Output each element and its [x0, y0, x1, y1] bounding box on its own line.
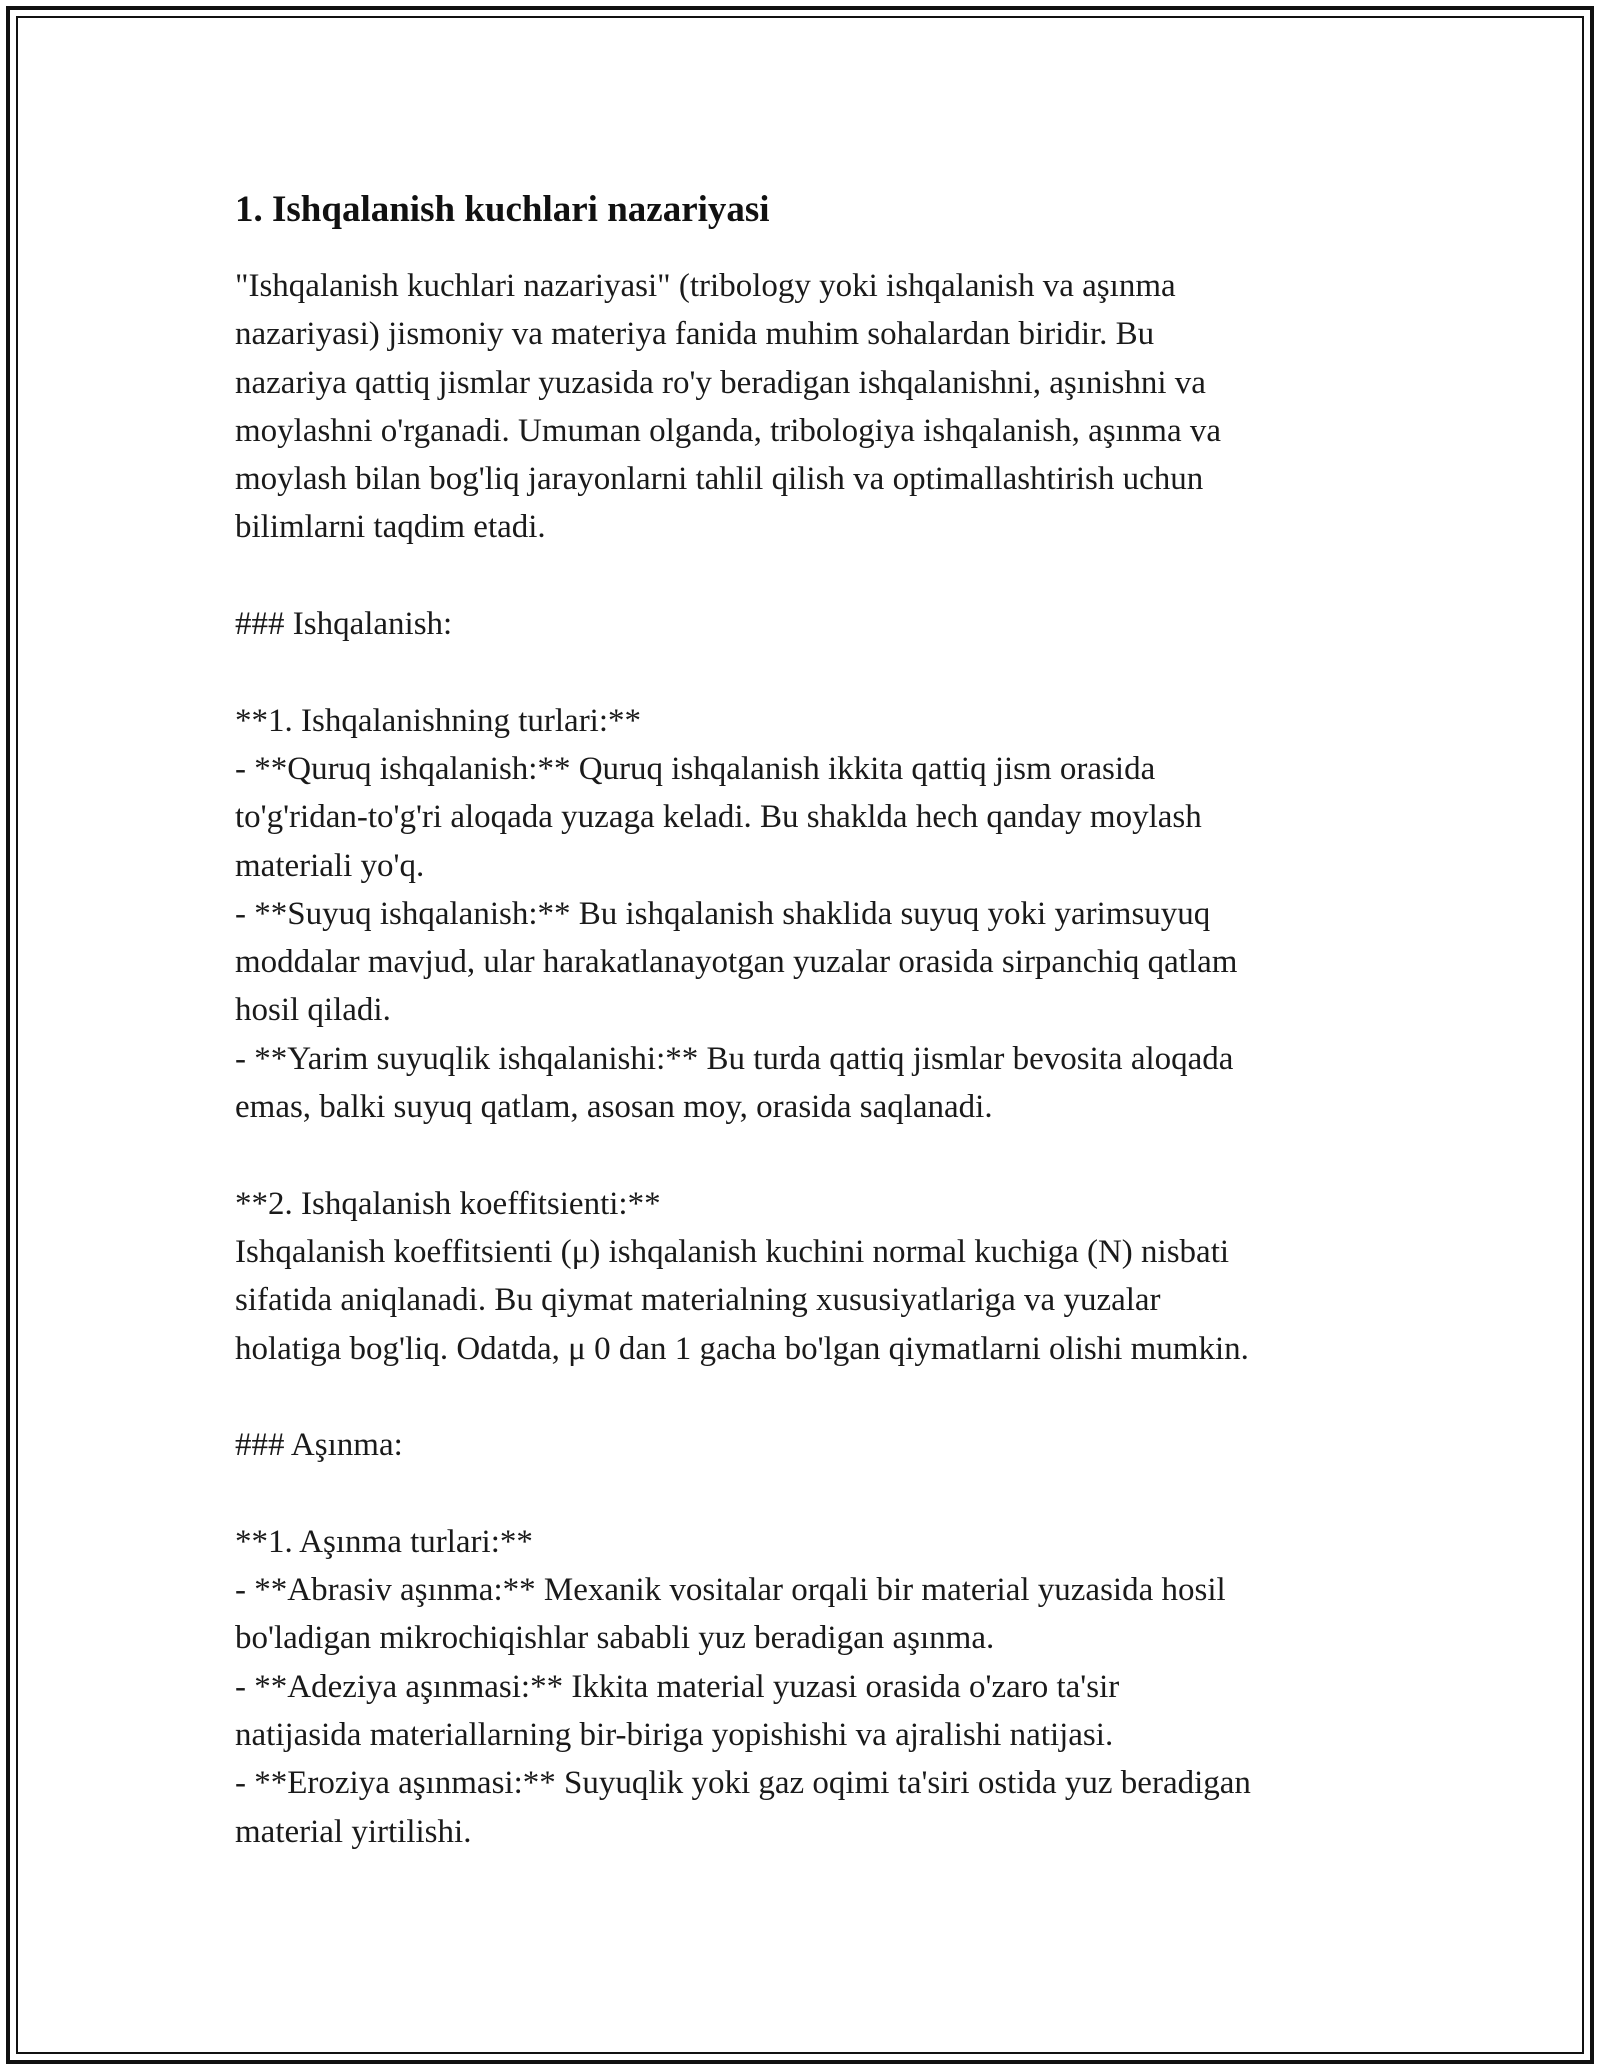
text-line: natijasida materiallarning bir-biriga yopishishi va ajralishi natijasi. — [235, 1716, 1114, 1753]
list-item: - **Yarim suyuqlik ishqalanishi:** Bu turda qattiq jismlar bevosita aloqada — [235, 1040, 1234, 1077]
blank-line — [235, 552, 1365, 600]
blank-line — [235, 648, 1365, 696]
document-body — [235, 186, 1365, 1856]
text-line: to'g'ridan-to'g'ri aloqada yuzaga keladi. Bu shaklda hech qanday moylash — [235, 799, 1202, 836]
text-line: materiali yo'q. — [235, 847, 425, 884]
text-line: bo'ladigan mikrochiqishlar sababli yuz beradigan aşınma. — [235, 1620, 995, 1657]
list-item: - **Eroziya aşınmasi:** Suyuqlik yoki gaz oqimi ta'siri ostida yuz beradigan — [235, 1765, 1251, 1802]
text-line: Ishqalanish koeffitsienti (μ) ishqalanish kuchini normal kuchiga (N) nisbati — [235, 1233, 1230, 1270]
text-line: nazariya qattiq jismlar yuzasida ro'y beradigan ishqalanishni, aşınishni va — [235, 364, 1206, 401]
text-line: "Ishqalanish kuchlari nazariyasi" (tribology yoki ishqalanish va aşınma — [235, 268, 1176, 304]
text-line: moylash bilan bog'liq jarayonlarni tahlil qilish va optimallashtirish uchun — [235, 461, 1204, 498]
text-line: holatiga bog'liq. Odatda, μ 0 dan 1 gacha bo'lgan qiymatlarni olishi mumkin. — [235, 1330, 1249, 1367]
text-line: nazariyasi) jismoniy va materiya fanida muhim sohalardan biridir. Bu — [235, 316, 1155, 353]
text-line: material yirtilishi. — [235, 1813, 472, 1850]
text-line: bilimlarni taqdim etadi. — [235, 509, 546, 546]
text-line: emas, balki suyuq qatlam, asosan moy, orasida saqlanadi. — [235, 1089, 993, 1126]
text-line: moddalar mavjud, ular harakatlanayotgan yuzalar orasida sirpanchiq qatlam — [235, 944, 1238, 981]
section-heading: ### Ishqalanish: — [235, 606, 453, 643]
text-line: hosil qiladi. — [235, 992, 391, 1029]
list-item: - **Abrasiv aşınma:** Mexanik vositalar orqali bir material yuzasida hosil — [235, 1572, 1226, 1609]
subsection-heading: **1. Aşınma turlari:** — [235, 1523, 533, 1560]
text-line: moylashni o'rganadi. Umuman olganda, tribologiya ishqalanish, aşınma va — [235, 412, 1221, 449]
blank-line — [235, 1469, 1365, 1517]
list-item: - **Quruq ishqalanish:** Quruq ishqalanish ikkita qattiq jism orasida — [235, 750, 1156, 787]
blank-line — [235, 1131, 1365, 1179]
page-title: 1. Ishqalanish kuchlari nazariyasi — [235, 189, 770, 230]
subsection-heading: **2. Ishqalanish koeffitsienti:** — [235, 1185, 661, 1222]
section-heading: ### Aşınma: — [235, 1427, 403, 1464]
blank-line — [235, 1373, 1365, 1421]
text-line: sifatida aniqlanadi. Bu qiymat materialning xususiyatlariga va yuzalar — [235, 1282, 1161, 1319]
list-item: - **Suyuq ishqalanish:** Bu ishqalanish shaklida suyuq yoki yarimsuyuq — [235, 895, 1211, 932]
subsection-heading: **1. Ishqalanishning turlari:** — [235, 702, 642, 739]
list-item: - **Adeziya aşınmasi:** Ikkita material yuzasi orasida o'zaro ta'sir — [235, 1668, 1120, 1705]
